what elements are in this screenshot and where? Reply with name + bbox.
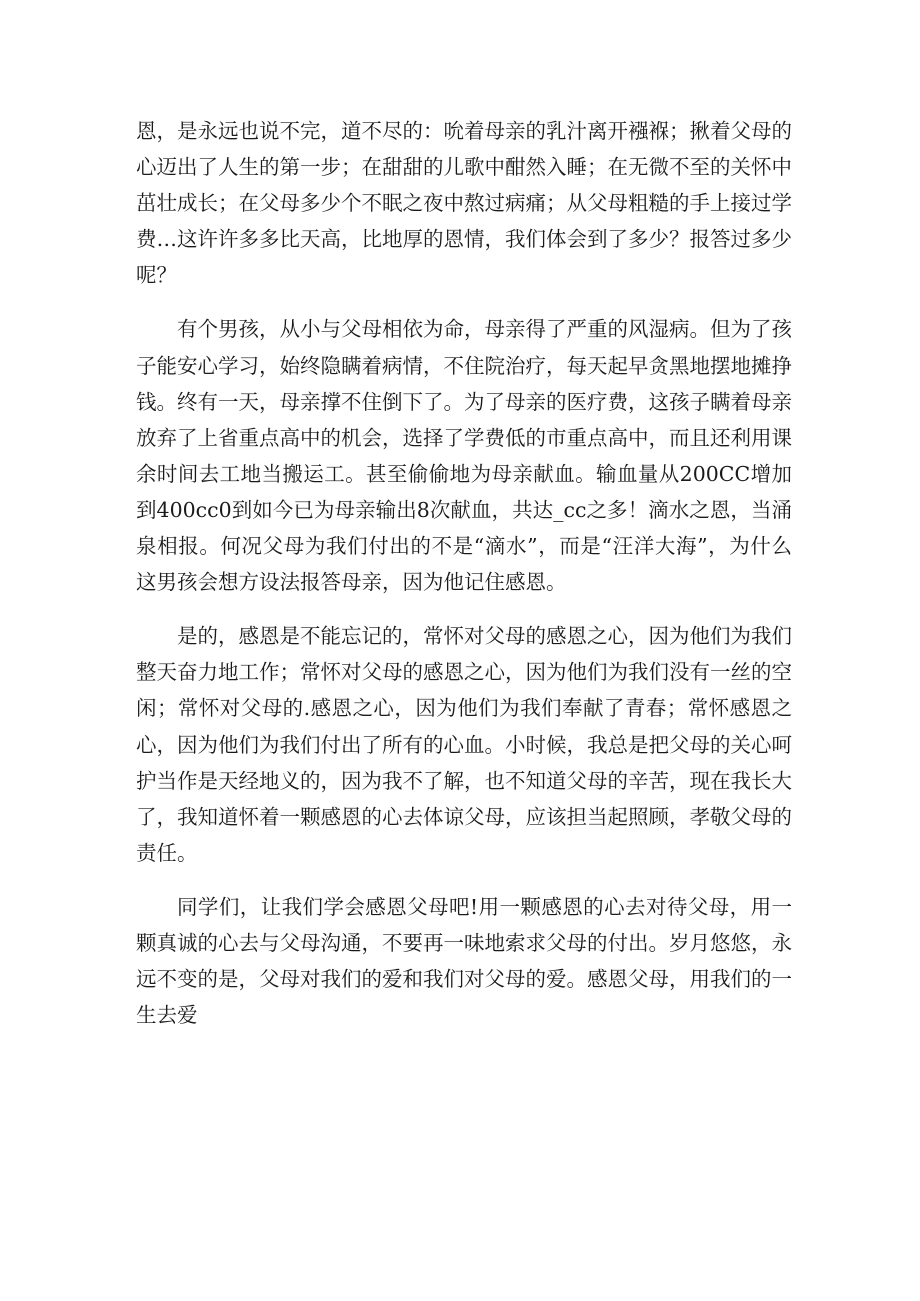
- paragraph-2: 有个男孩，从小与父母相依为命，母亲得了严重的风湿病。但为了孩子能安心学习，始终隐瞒着病情，不住院治疗，每天起早贪黑地摆地摊挣钱。终有一天，母亲撑不住倒下了。为了母亲的医疗费，这孩子瞒着母亲放弃了上省重点高中的机会，选择了学费低的市重点高中，而且还利用课余时间去工地当搬运工。甚至偷偷地为母亲献血。输血量从200CC增加到400cc0到如今已为母亲输出8次献血，共达_cc之多！滴水之恩，当涌泉相报。何况父母为我们付出的不是“滴水”，而是“汪洋大海”，为什么这男孩会想方设法报答母亲，因为他记住感恩。: [136, 317, 792, 595]
- document-page: [136, 113, 792, 1051]
- paragraph-3: 是的，感恩是不能忘记的，常怀对父母的感恩之心，因为他们为我们整天奋力地工作；常怀对父母的感恩之心，因为他们为我们没有一丝的空闲；常怀对父母的.感恩之心，因为他们为我们奉献了青春；常怀感恩之心，因为他们为我们付出了所有的心血。小时候，我总是把父母的关心呵护当作是天经地义的，因为我不了解，也不知道父母的辛苦，现在我长大了，我知道怀着一颗感恩的心去体谅父母，应该担当起照顾，孝敬父母的责任。: [136, 624, 792, 865]
- paragraph-1: 恩，是永远也说不完，道不尽的：吮着母亲的乳汁离开襁褓；揪着父母的心迈出了人生的第一步；在甜甜的儿歌中酣然入睡；在无微不至的关怀中茁壮成长；在父母多少个不眠之夜中熬过病痛；从父母粗糙的手上接过学费…这许许多多比天高，比地厚的恩情，我们体会到了多少？报答过多少呢？: [136, 119, 792, 288]
- paragraph-4: 同学们，让我们学会感恩父母吧!用一颗感恩的心去对待父母，用一颗真诚的心去与父母沟通，不要再一味地索求父母的付出。岁月悠悠，永远不变的是，父母对我们的爱和我们对父母的爱。感恩父母，用我们的一生去爱: [136, 894, 792, 1028]
